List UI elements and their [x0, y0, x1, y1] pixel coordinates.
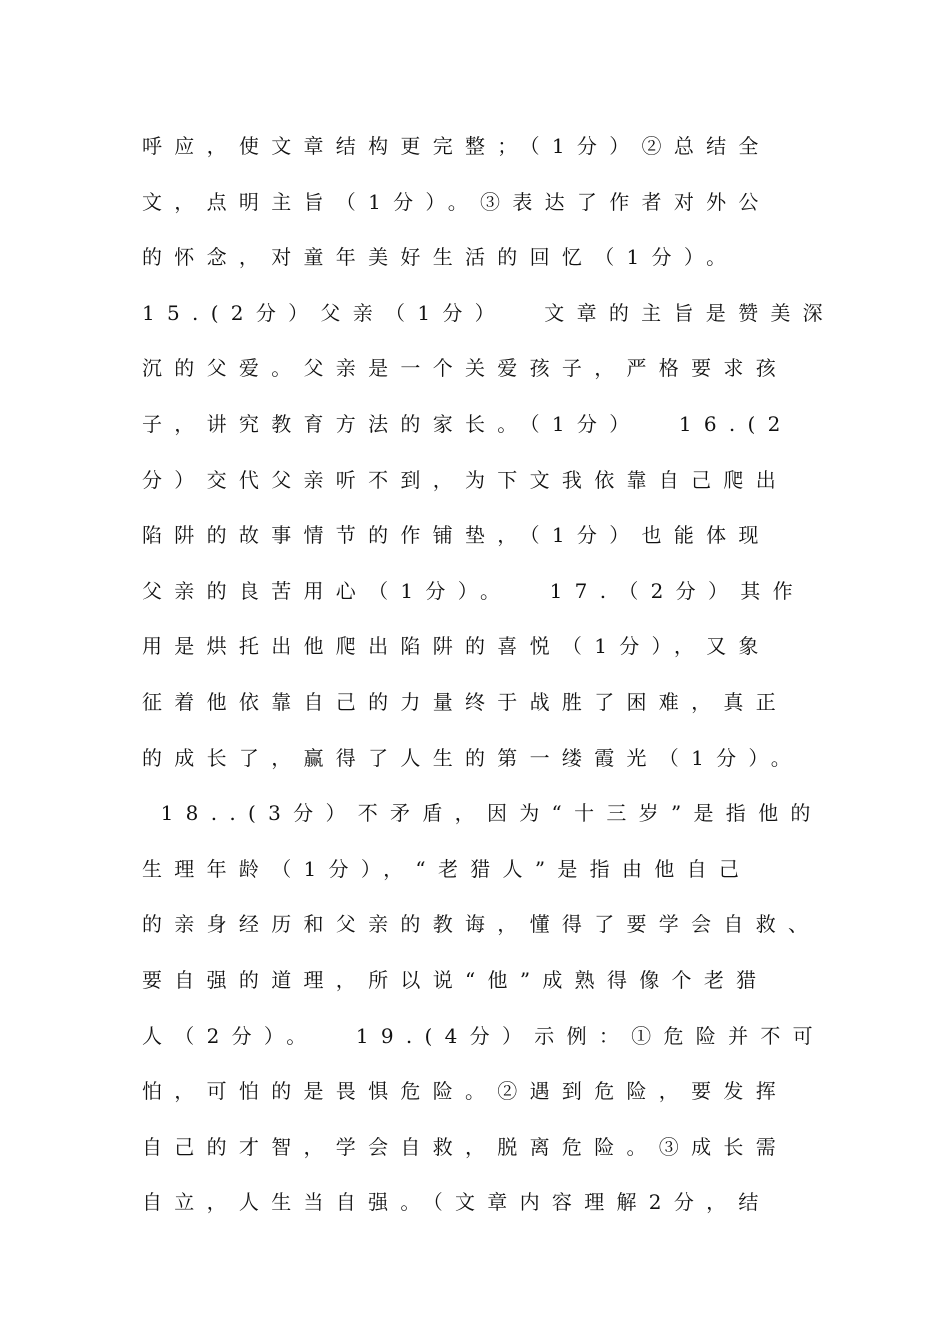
- text-line: 文，点明主旨（1分）。③表达了作者对外公: [142, 189, 771, 214]
- text-line: 用是烘托出他爬出陷阱的喜悦（1分），又象: [142, 634, 771, 659]
- text-line: 子，讲究教育方法的家长。（1分） 16.(2: [142, 411, 793, 436]
- text-line: 分）交代父亲听不到，为下文我依靠自己爬出: [142, 467, 788, 492]
- text-line: 征着他依靠自己的力量终于战胜了困难，真正: [142, 689, 788, 714]
- text-line: 陷阱的故事情节的作铺垫，（1分）也能体现: [142, 523, 771, 548]
- answer-text-block: [142, 126, 835, 1238]
- text-line: 人（2分）。 19.(4分）示例：①危险并不可: [142, 1023, 825, 1048]
- text-line: 15.(2分）父亲（1分） 文章的主旨是赞美深: [142, 300, 835, 325]
- text-line: 的怀念，对童年美好生活的回忆（1分）。: [142, 245, 739, 270]
- text-line: 呼应，使文章结构更完整；（1分）②总结全: [142, 134, 771, 158]
- text-line: 的成长了，赢得了人生的第一缕霞光（1分）。: [142, 745, 804, 770]
- text-line: 生理年龄（1分），“老猎人”是指由他自己: [142, 856, 752, 881]
- text-line: 自己的才智，学会自救，脱离危险。③成长需: [142, 1134, 788, 1159]
- text-line: 的亲身经历和父亲的教诲，懂得了要学会自救、: [142, 912, 821, 937]
- text-line: 怕，可怕的是畏惧危险。②遇到危险，要发挥: [142, 1079, 788, 1104]
- text-line: 父亲的良苦用心（1分）。 17.（2分）其作: [142, 578, 805, 603]
- text-line: 沉的父爱。父亲是一个关爱孩子，严格要求孩: [142, 356, 788, 381]
- text-line: 自立，人生当自强。（文章内容理解2分，结: [142, 1190, 771, 1215]
- text-line: 要自强的道理，所以说“他”成熟得像个老猎: [142, 967, 769, 992]
- text-line: 18..(3分）不矛盾，因为“十三岁”是指他的: [142, 801, 823, 826]
